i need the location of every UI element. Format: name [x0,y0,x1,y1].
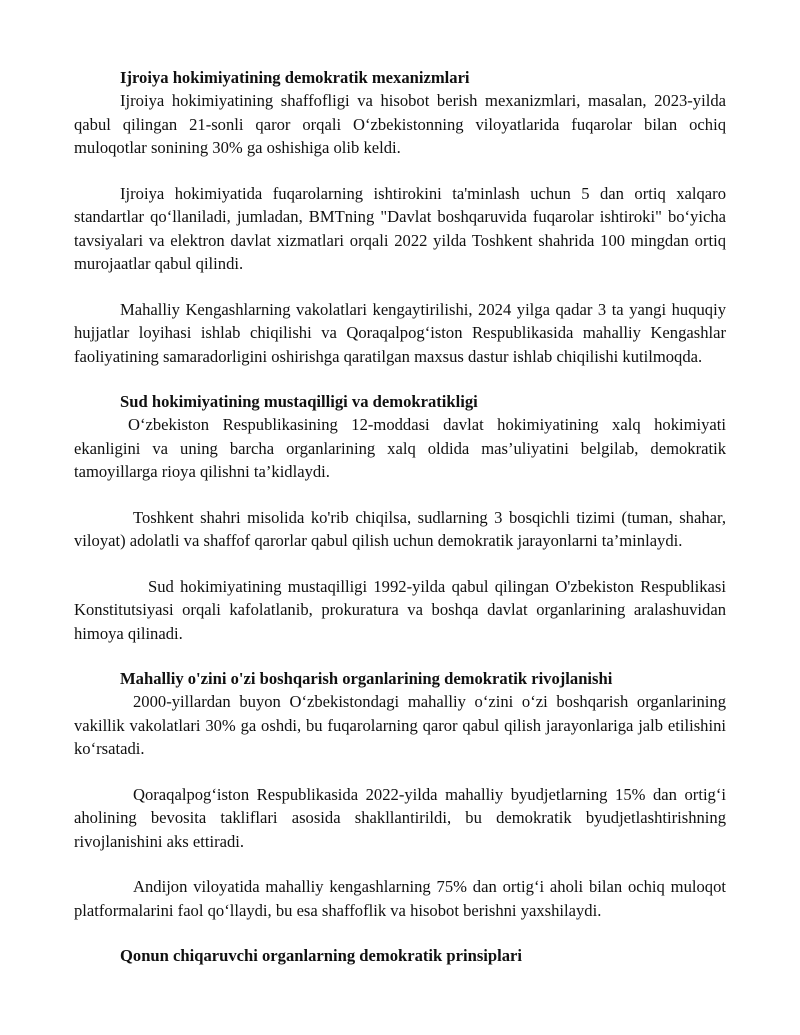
section-heading: Qonun chiqaruvchi organlarning demokratik prinsiplari [120,946,523,965]
paragraph: Mahalliy Kengashlarning vakolatlari kengaytirilishi, 2024 yilga qadar 3 ta yangi huquqiy hujjatlar loyihasi ishlab chiqilishi va Qoraqalpog‘iston Respublikasida mahalliy Kengashlar faoliyatining samaradorligini oshirishga qaratilgan maxsus dastur ishlab chiqilishi kutilmoqda. [74,299,726,366]
section-legislative [74,944,726,967]
document-page [74,66,726,967]
paragraph: Ijroiya hokimiyatining shaffofligi va hisobot berish mexanizmlari, masalan, 2023-yilda qabul qilingan 21-sonli qaror orqali O‘zbekistonning viloyatlarida fuqarolar bilan ochiq muloqotlar sonining 30% ga oshishiga olib keldi. [74,91,726,157]
section-judiciary [74,390,726,645]
section-heading: Mahalliy o'zini o'zi boshqarish organlarining demokratik rivojlanishi [120,669,613,688]
paragraph: O‘zbekiston Respublikasining 12-moddasi davlat hokimiyatining xalq hokimiyati ekanligini va uning barcha organlarining xalq oldida mas’uliyatini belgilab, demokratik tamoyillarga rioya qilishni ta’kidlaydi. [74,415,726,481]
section-executive [74,66,726,368]
paragraph: Andijon viloyatida mahalliy kengashlarning 75% dan ortig‘i aholi bilan ochiq muloqot platformalarini faol qo‘llaydi, bu esa shaffoflik va hisobot berishni yaxshilaydi. [74,877,726,920]
paragraph: 2000-yillardan buyon O‘zbekistondagi mahalliy o‘zini o‘zi boshqarish organlarining vakillik vakolatlari 30% ga oshdi, bu fuqarolarning qaror qabul qilish jarayonlariga jalb etilishini ko‘rsatadi. [74,692,726,758]
paragraph: Sud hokimiyatining mustaqilligi 1992-yilda qabul qilingan O'zbekiston Respublikasi Konstitutsiyasi orqali kafolatlanib, prokuratura va boshqa davlat organlarining aralashuvidan himoya qilinadi. [74,576,726,643]
section-local-government [74,667,726,922]
section-heading: Ijroiya hokimiyatining demokratik mexanizmlari [120,68,470,87]
section-heading: Sud hokimiyatining mustaqilligi va demokratikligi [120,392,478,411]
paragraph: Toshkent shahri misolida ko'rib chiqilsa, sudlarning 3 bosqichli tizimi (tuman, shahar, viloyat) adolatli va shaffof qarorlar qabul qilish uchun demokratik jarayonlarni ta’minlaydi. [74,507,726,550]
paragraph: Ijroiya hokimiyatida fuqarolarning ishtirokini ta'minlash uchun 5 dan ortiq xalqaro standartlar qo‘llaniladi, jumladan, BMTning "Davlat boshqaruvida fuqarolar ishtiroki" bo‘yicha tavsiyalari va elektron davlat xizmatlari orqali 2022 yilda Toshkent shahrida 100 mingdan ortiq murojaatlar qabul qilindi. [74,183,726,273]
paragraph: Qoraqalpog‘iston Respublikasida 2022-yilda mahalliy byudjetlarning 15% dan ortig‘i aholining bevosita takliflari asosida shakllantirildi, bu demokratik byudjetlashtirishning rivojlanishini aks ettiradi. [74,784,726,851]
